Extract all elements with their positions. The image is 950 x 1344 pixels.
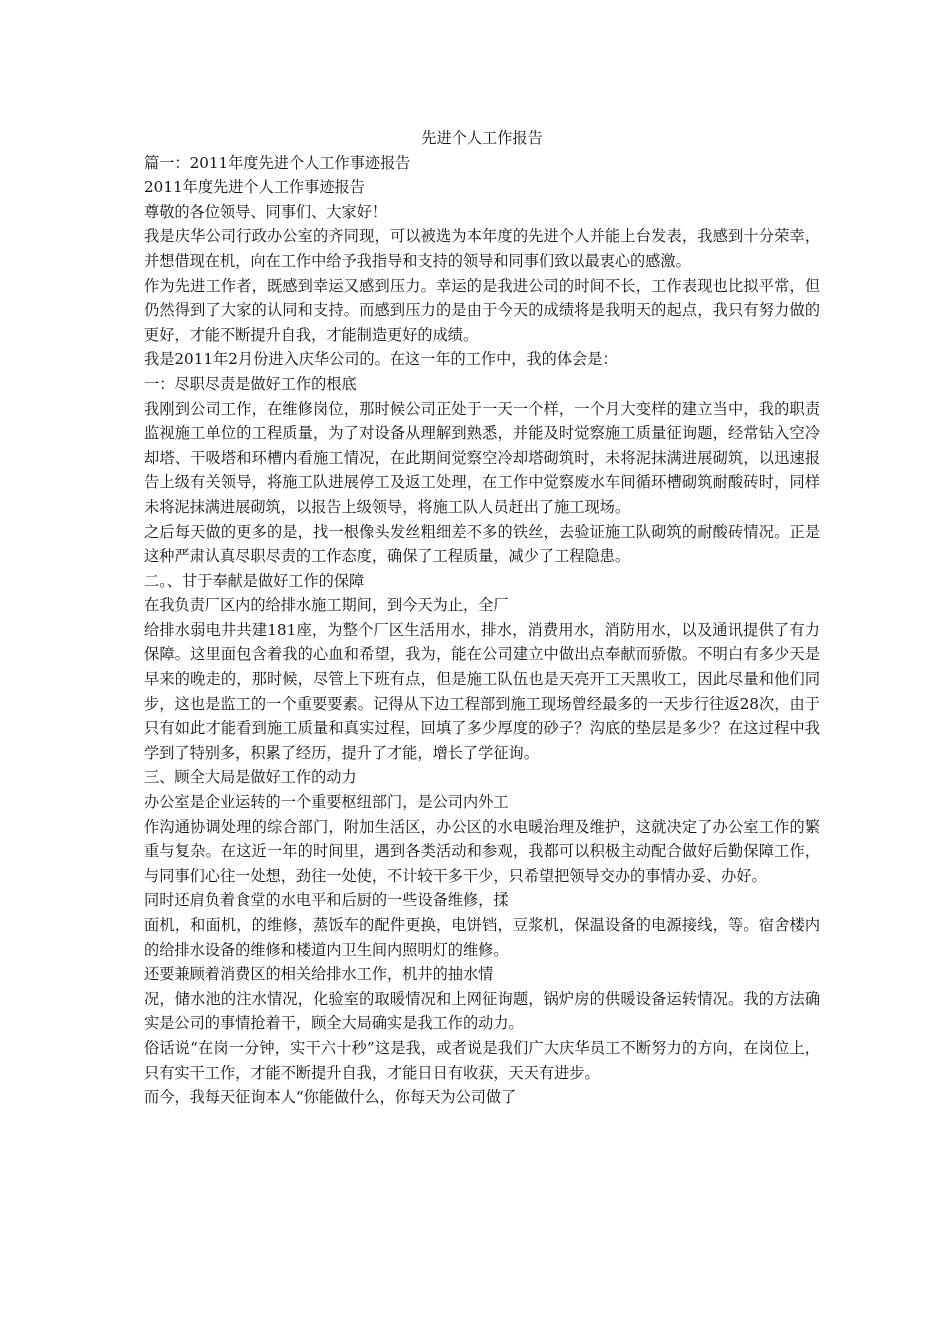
paragraph: 作沟通协调处理的综合部门，附加生活区，办公区的水电暖治理及维护，这就决定了办公室工作的繁重与复杂。在这近一年的时间里，遇到各类活动和参观，我都可以积极主动配合做好后勤保障工作，与同事们心往一处想，劲往一处使，不计较干多干少，只希望把领导交办的事情办妥、办好。: [144, 817, 820, 885]
paragraph: 二。、甘于奉献是做好工作的保障: [144, 571, 365, 590]
paragraph: 同时还肩负着食堂的水电平和后厨的一些设备维修，揉: [144, 891, 509, 910]
paragraph: 我是庆华公司行政办公室的齐同现，可以被选为本年度的先进个人并能上台发表，我感到十分荣幸，并想借现在机，向在工作中给予我指导和支持的领导和同事们致以最衷心的感激。: [144, 227, 820, 270]
paragraph: 尊敬的各位领导、同事们、大家好！: [144, 202, 387, 221]
paragraph: 我是2011年2月份进入庆华公司的。在这一年的工作中，我的体会是：: [144, 350, 618, 369]
paragraph: 况，储水池的注水情况，化验室的取暖情况和上网征询题，锅炉房的供暖设备运转情况。我的方法确实是公司的事情抢着干，顾全大局确实是我工作的动力。: [144, 989, 820, 1033]
paragraph: 2011年度先进个人工作事迹报告: [144, 178, 365, 197]
paragraph: 给排水弱电井共建181座，为整个厂区生活用水，排水，消费用水，消防用水，以及通讯提供了有力保障。这里面包含着我的心血和希望，我为，能在公司建立中做出点奉献而骄傲。不明白有多少天是早来的晚走的，那时候，尽管上下班有点，但是施工队伍也是天亮开工天黑收工，因此尽量和他们同步，这也是监工的一个重要要素。记得从下边工程部到施工现场曾经最多的一天步行往返28次，由于只有如此才能看到施工质量和真实过程，回填了多少厚度的砂子？沟底的垫层是多少？在这过程中我学到了特别多，积累了经历，提升了才能，增长了学征询。: [144, 620, 820, 762]
paragraph: 办公室是企业运转的一个重要枢纽部门，是公司内外工: [144, 793, 509, 812]
paragraph: 在我负责厂区内的给排水施工期间，到今天为止，全厂: [144, 596, 509, 615]
document-page: [144, 126, 820, 1110]
paragraph: 三、顾全大局是做好工作的动力: [144, 768, 357, 787]
paragraph: 作为先进工作者，既感到幸运又感到压力。幸运的是我进公司的时间不长，工作表现也比拟平常，但仍然得到了大家的认同和支持。而感到压力的是由于今天的成绩将是我明天的起点，我只有努力做的更好，才能不断提升自我，才能制造更好的成绩。: [144, 276, 820, 344]
document-title: 先进个人工作报告: [421, 129, 543, 147]
paragraph: 俗话说“在岗一分钟，实干六十秒”这是我，或者说是我们广大庆华员工不断努力的方向，在岗位上，只有实干工作，才能不断提升自我，才能日日有收获，天天有进步。: [144, 1038, 820, 1082]
paragraph: 篇一：2011年度先进个人工作事迹报告: [144, 153, 411, 172]
paragraph: 而今，我每天征询本人“你能做什么，你每天为公司做了: [144, 1088, 517, 1107]
paragraph: 我刚到公司工作，在维修岗位，那时候公司正处于一天一个样，一个月大变样的建立当中，我的职责监视施工单位的工程质量，为了对设备从理解到熟悉，并能及时觉察施工质量征询题，经常钻入空冷却塔、干吸塔和环槽内看施工情况，在此期间觉察空冷却塔砌筑时，未将泥抹满进展砌筑，以迅速报告上级有关领导，将施工队进展停工及返工处理，在工作中觉察废水车间循环槽砌筑耐酸砖时，同样未将泥抹满进展砌筑，以报告上级领导，将施工队人员赶出了施工现场。: [144, 399, 820, 516]
paragraph: 一：尽职尽责是做好工作的根底: [144, 374, 357, 393]
paragraph: 面机，和面机，的维修，蒸饭车的配件更换，电饼铛，豆浆机，保温设备的电源接线，等。宿舍楼内的给排水设备的维修和楼道内卫生间内照明灯的维修。: [144, 916, 820, 959]
paragraph: 还要兼顾着消费区的相关给排水工作，机井的抽水情: [144, 965, 494, 984]
paragraph: 之后每天做的更多的是，找一根像头发丝粗细差不多的铁丝，去验证施工队砌筑的耐酸砖情况。正是这种严肃认真尽职尽责的工作态度，确保了工程质量，减少了工程隐患。: [144, 522, 820, 566]
